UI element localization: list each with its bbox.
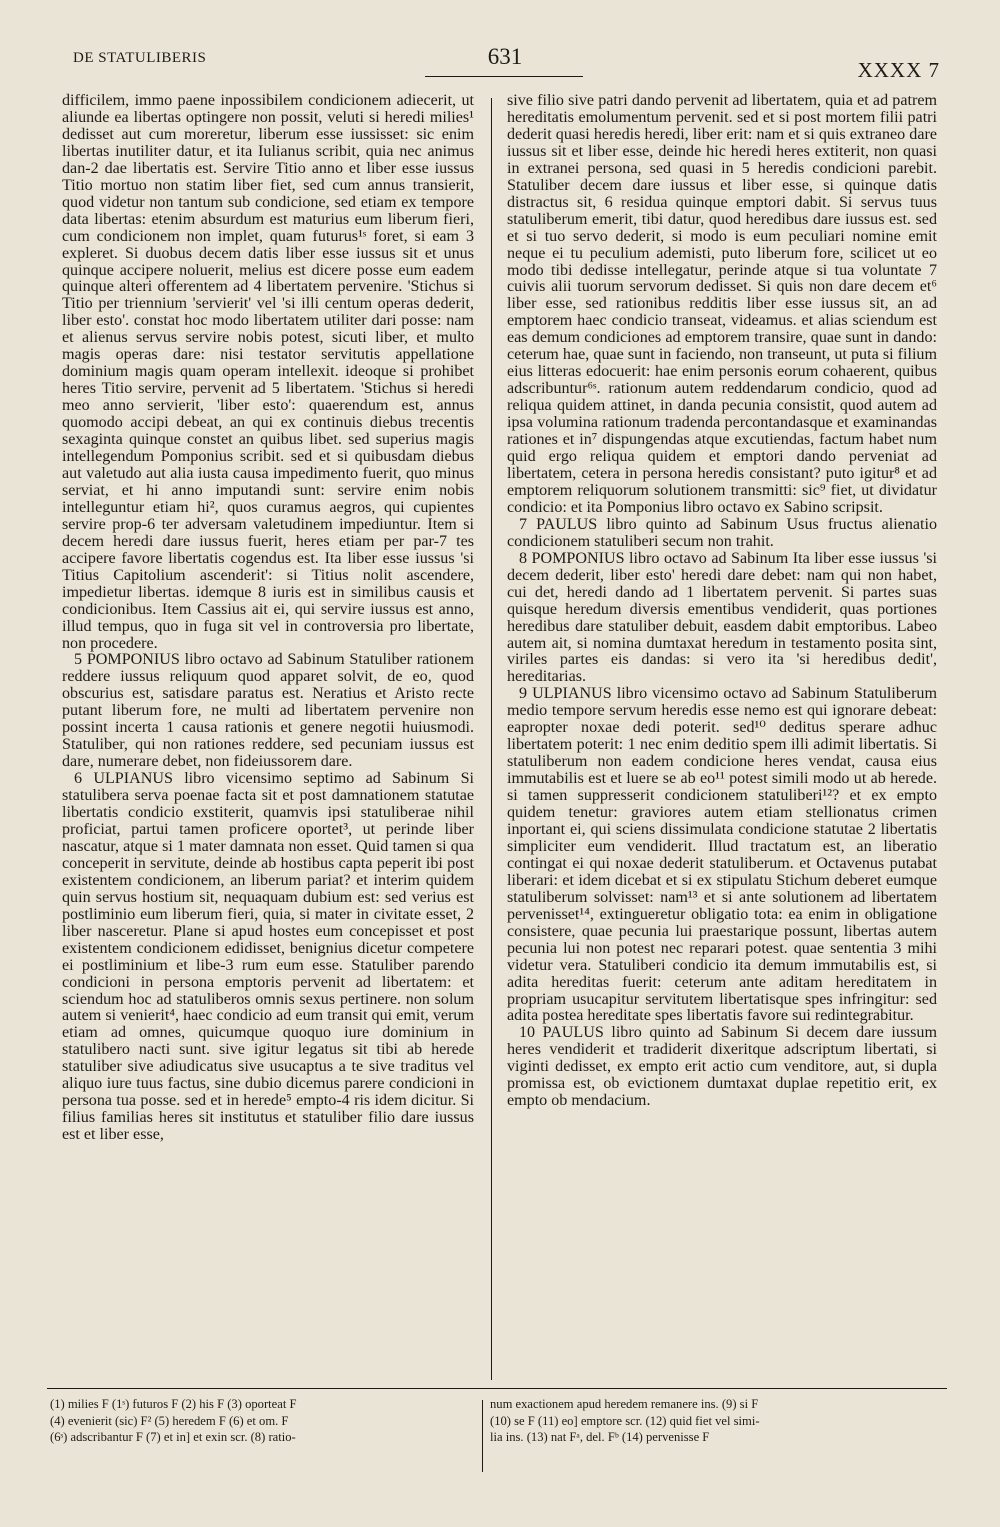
- paragraph-lex-9: 9 ULPIANUS libro vicensimo octavo ad Sabinum Statuliberum medio tempore servum heredis esse nemo est qui ignorare debeat: eapropter noxae dedi poterit. sed¹⁰ deditus sperare adhuc libertatem poterit: 1 nec enim deditio spem illi adimit libertatis. Si statuliberum non eadem condicione heres vendat, causa eius immutabilis est et luere se ab eo¹¹ potest simili modo ut ab herede. si tamen suppresserit condicionem statuliberi¹²? et ex empto quidem tenetur: graviores autem etiam stellionatus crimen inportant ei, qui sciens dissimulata condicione statutae 2 libertatis simpliciter eum vendiderit. Illud tractatum est, an liberatio contingat ei qui noxae dederit statuliberum. et Octavenus putabat liberari: et idem dicebat et si ex stipulatu Stichum deberet eumque statuliberum solvisset: nam¹³ et si ante solutionem ad libertatem pervenisset¹⁴, extingueretur obligatio tota: ea enim in obligatione consistere, quae pecunia lui praestarique possunt, libertas autem pecunia lui non potest nec reparari potest. quae sententia 3 mihi videtur vera. Statuliberi condicio ita demum immutabilis est, si adita hereditas fuerit: ceterum ante aditam hereditatem in propriam usucapitur servitutem libertatisque spes infringitur: sed adita postea hereditate spes libertatis favore sui redintegrabitur.: [507, 685, 937, 1025]
- paragraph-lex-10: 10 PAULUS libro quinto ad Sabinum Si decem dare iussum heres vendiderit et tradiderit dixeritque adscriptum libertati, si viginti dedisset, ex empto erit actio cum venditore, aut, si dupla promissa est, ob evictionem dumtaxat duplae repetitio erit, ex empto ob mendacium.: [507, 1024, 937, 1110]
- right-column: [507, 93, 937, 1110]
- footnotes-right: [490, 1396, 910, 1446]
- page-number: 631: [487, 44, 523, 69]
- paragraph-lex-6: 6 ULPIANUS libro vicensimo septimo ad Sabinum Si statulibera serva poenae facta sit et post damnationem statutae libertatis condicio exstiterit, quamvis ipsi statuliberae nihil proficiat, partui tamen proficere oportet³, ut perinde liber nascatur, atque si 1 mater damnata non esset. Quid tamen si qua conceperit in servitute, deinde ab hostibus capta peperit ibi post existentem condicionem, an liberum pariat? et interim quidem quin servus hostium sit, nequaquam dubium est: sed verius est postliminio eum liberum fieri, quia, si mater in civitate esset, 2 liber nasceretur. Plane si apud hostes eum concepisset et post existentem condicionem edidisset, benignius dicetur competere ei postliminium et libe-3 rum eum esse. Statuliber parendo condicioni in persona emptoris pervenit ad libertatem: et sciendum hoc ad statuliberos omnis sexus pertinere. non solum autem si venierit⁴, haec condicio ad eum transit qui emit, verum etiam ad omnes, quicumque quoquo iure dominium in statulibero nacti sunt. sive igitur legatus sit tibi ab herede statuliber sive adiudicatus sive usucaptus a te sive traditus vel aliquo iure tuus factus, sine dubio dicemus parere condicioni in persona tua posse. sed et in herede⁵ empto-4 ris idem dicitur. Si filius familias heres sit institutus et statuliber filio dare iussus est et liber esse,: [62, 770, 474, 1144]
- left-column: [62, 93, 474, 1144]
- header-rule: [425, 76, 583, 77]
- footnotes-left: [50, 1396, 478, 1446]
- footnote-line: (4) evenierit (sic) F² (5) heredem F (6) et om. F: [50, 1413, 289, 1428]
- footnote-line: num exactionem apud heredem remanere ins. (9) si F: [490, 1397, 759, 1411]
- footnote-rule: [47, 1388, 947, 1389]
- footnote-divider: [482, 1400, 483, 1472]
- running-head-section: XXXX 7: [857, 58, 940, 82]
- paragraph-lex-8: 8 POMPONIUS libro octavo ad Sabinum Ita liber esse iussus 'si decem dederit, liber esto' heredi dare debet: nam qui non habet, cui det, heredi dando ad 1 libertatem pervenit. Si partes suas quisque heredum diversis ementibus vendiderit, quas portiones heredibus dare statuliber debuit, easdem dabit emptoribus. Labeo autem ait, si nomina dumtaxat heredum in testamento posita sint, viriles partes eis dandas: si vero ita 'si heredibus dedit', hereditarias.: [507, 549, 937, 686]
- footnote-line: lia ins. (13) nat Fᵃ, del. Fᵇ (14) pervenisse F: [490, 1430, 710, 1445]
- footnote-line: (1) milies F (1ˢ) futuros F (2) his F (3) oporteat F: [50, 1397, 297, 1411]
- paragraph-lex-7: 7 PAULUS libro quinto ad Sabinum Usus fructus alienatio condicionem statuliberi secum non trahit.: [507, 515, 937, 550]
- footnote-line: (6ˢ) adscribantur F (7) et in] et exin scr. (8) ratio-: [50, 1430, 296, 1445]
- column-divider: [491, 98, 492, 1380]
- paragraph-lex-6-continued: sive filio sive patri dando pervenit ad libertatem, quia et ad patrem hereditatis emolumentum pervenit. sed et si post mortem filii patri dederit quasi heredis heredi, liber erit: nam et si quis extraneo dare iussus sit et liber esse, deinde hic heredi heres extiterit, non quasi in extranei persona, sed quasi in 5 heredis condicioni parebit. Statuliber decem dare iussus et liber esse, si quinque datis distractus sit, 6 residua quinque emptori dabit. Si servus tuus statuliberum emerit, tibi datur, quod heredibus dare iussus est. sed et si tuo servo dederit, si modo is eum peculiari nomine emit neque ei tu peculium ademisti, puto liberum fore, scilicet ut eo modo tibi dedisse intellegatur, perinde atque si tua voluntate 7 cuivis alii tuorum servorum dedisset. Si quis non dare decem et⁶ liber esse, sed rationibus redditis liber esse iussus sit, an ad emptorem haec condicio transeat, videamus. et alias sciendum est eas demum condiciones ad emptorem transire, quae sunt in dando: ceterum hae, quae sunt in faciendo, non transeunt, ut puta si filium eius litteras edocuerit: hae enim personis eorum cohaerent, quibus adscribuntur⁶ˢ. rationum autem reddendarum condicio, quod ad reliqua quidem attinet, in danda pecunia consistit, quod autem ad ipsa volumina rationum tradenda percontandasque et examinandas rationes et in⁷ dispungendas atque excutiendas, factum habet num quid ergo reliqua quidem et emptori dando perveniat ad libertatem, cetera in persona heredis consistant? puto igitur⁸ et ad emptorem reliquorum solutionem transmitti: sic⁹ fiet, ut dividatur condicio: et ita Pomponius libro octavo ex Sabino scripsit.: [507, 92, 937, 516]
- paragraph-lex-4-continued: difficilem, immo paene inpossibilem condicionem adiecerit, ut aliunde ea libertas optingere non possit, veluti si heredi milies¹ dedisset aut cum moreretur, liberum esse iussisset: sic enim libertas inutiliter datur, et ita Iulianus scribit, quia nec animus dan-2 dae libertatis est. Servire Titio anno et liber esse iussus Titio mortuo non statim liber fiet, sed cum annus transierit, quod videtur non tantum sub condicione, sed etiam ex tempore data libertas: etenim absurdum est maturius eum liberum fieri, cum condicionem non implet, quam futurus¹ˢ foret, si eam 3 expleret. Si duobus decem datis liber esse iussus sit et unus quinque accipere noluerit, melius est dicere posse eum eadem quinque alteri offerentem ad 4 libertatem pervenire. 'Stichus si Titio per triennium 'servierit' vel 'si illi centum operas dederit, liber esto'. constat hoc modo libertatem utiliter dari posse: nam et alienus servus servire nobis potest, sicuti liber, et multo magis operas dare: nisi testator servitutis appellatione dominium magis quam operam intellexit. ideoque si prohibet heres Titio servire, pervenit ad 5 libertatem. 'Stichus si heredi meo anno servierit, 'liber esto': quaerendum est, annus quomodo accipi debeat, an qui ex continuis diebus trecentis sexaginta quinque constet an quibus libet. sed superius magis intellegendum Pomponius scribit. sed et si quibusdam diebus aut valetudo aut alia iusta causa impedimento fuerit, quo minus serviat, et hi anno imputandi sunt: servire enim nobis intelleguntur etiam hi², quos curamus aegros, qui cupientes servire prop-6 ter adversam valetudinem impediuntur. Item si decem heredi dare iussus fuerit, heres etiam per par-7 tes accipere favore libertatis cogendus est. Ita liber esse iussus 'si Titius Capitolium ascenderit': si Titius nolit ascendere, impedietur libertas. idemque 8 iuris est in similibus causis et condicionibus. Item Cassius ait ei, qui servire iussus est anno, illud tempus, quo in fuga sit vel in controversia pro libertate, non procedere.: [62, 92, 474, 652]
- paragraph-lex-5: 5 POMPONIUS libro octavo ad Sabinum Statuliber rationem reddere iussus reliquum quod apparet solvit, de eo, quod obscurius est, satisdare paratus est. Neratius et Aristo recte putant liberum fore, ne multi ad libertatem pervenire non possint incerta 1 causa rationis et genere negotii huiusmodi. Statuliber, qui non rationes reddere, sed pecuniam iussus est dare, numerare debet, non fideiussorem dare.: [62, 651, 474, 771]
- footnote-line: (10) se F (11) eo] emptore scr. (12) quid fiet vel simi-: [490, 1413, 760, 1428]
- running-head-title: DE STATULIBERIS: [73, 50, 207, 66]
